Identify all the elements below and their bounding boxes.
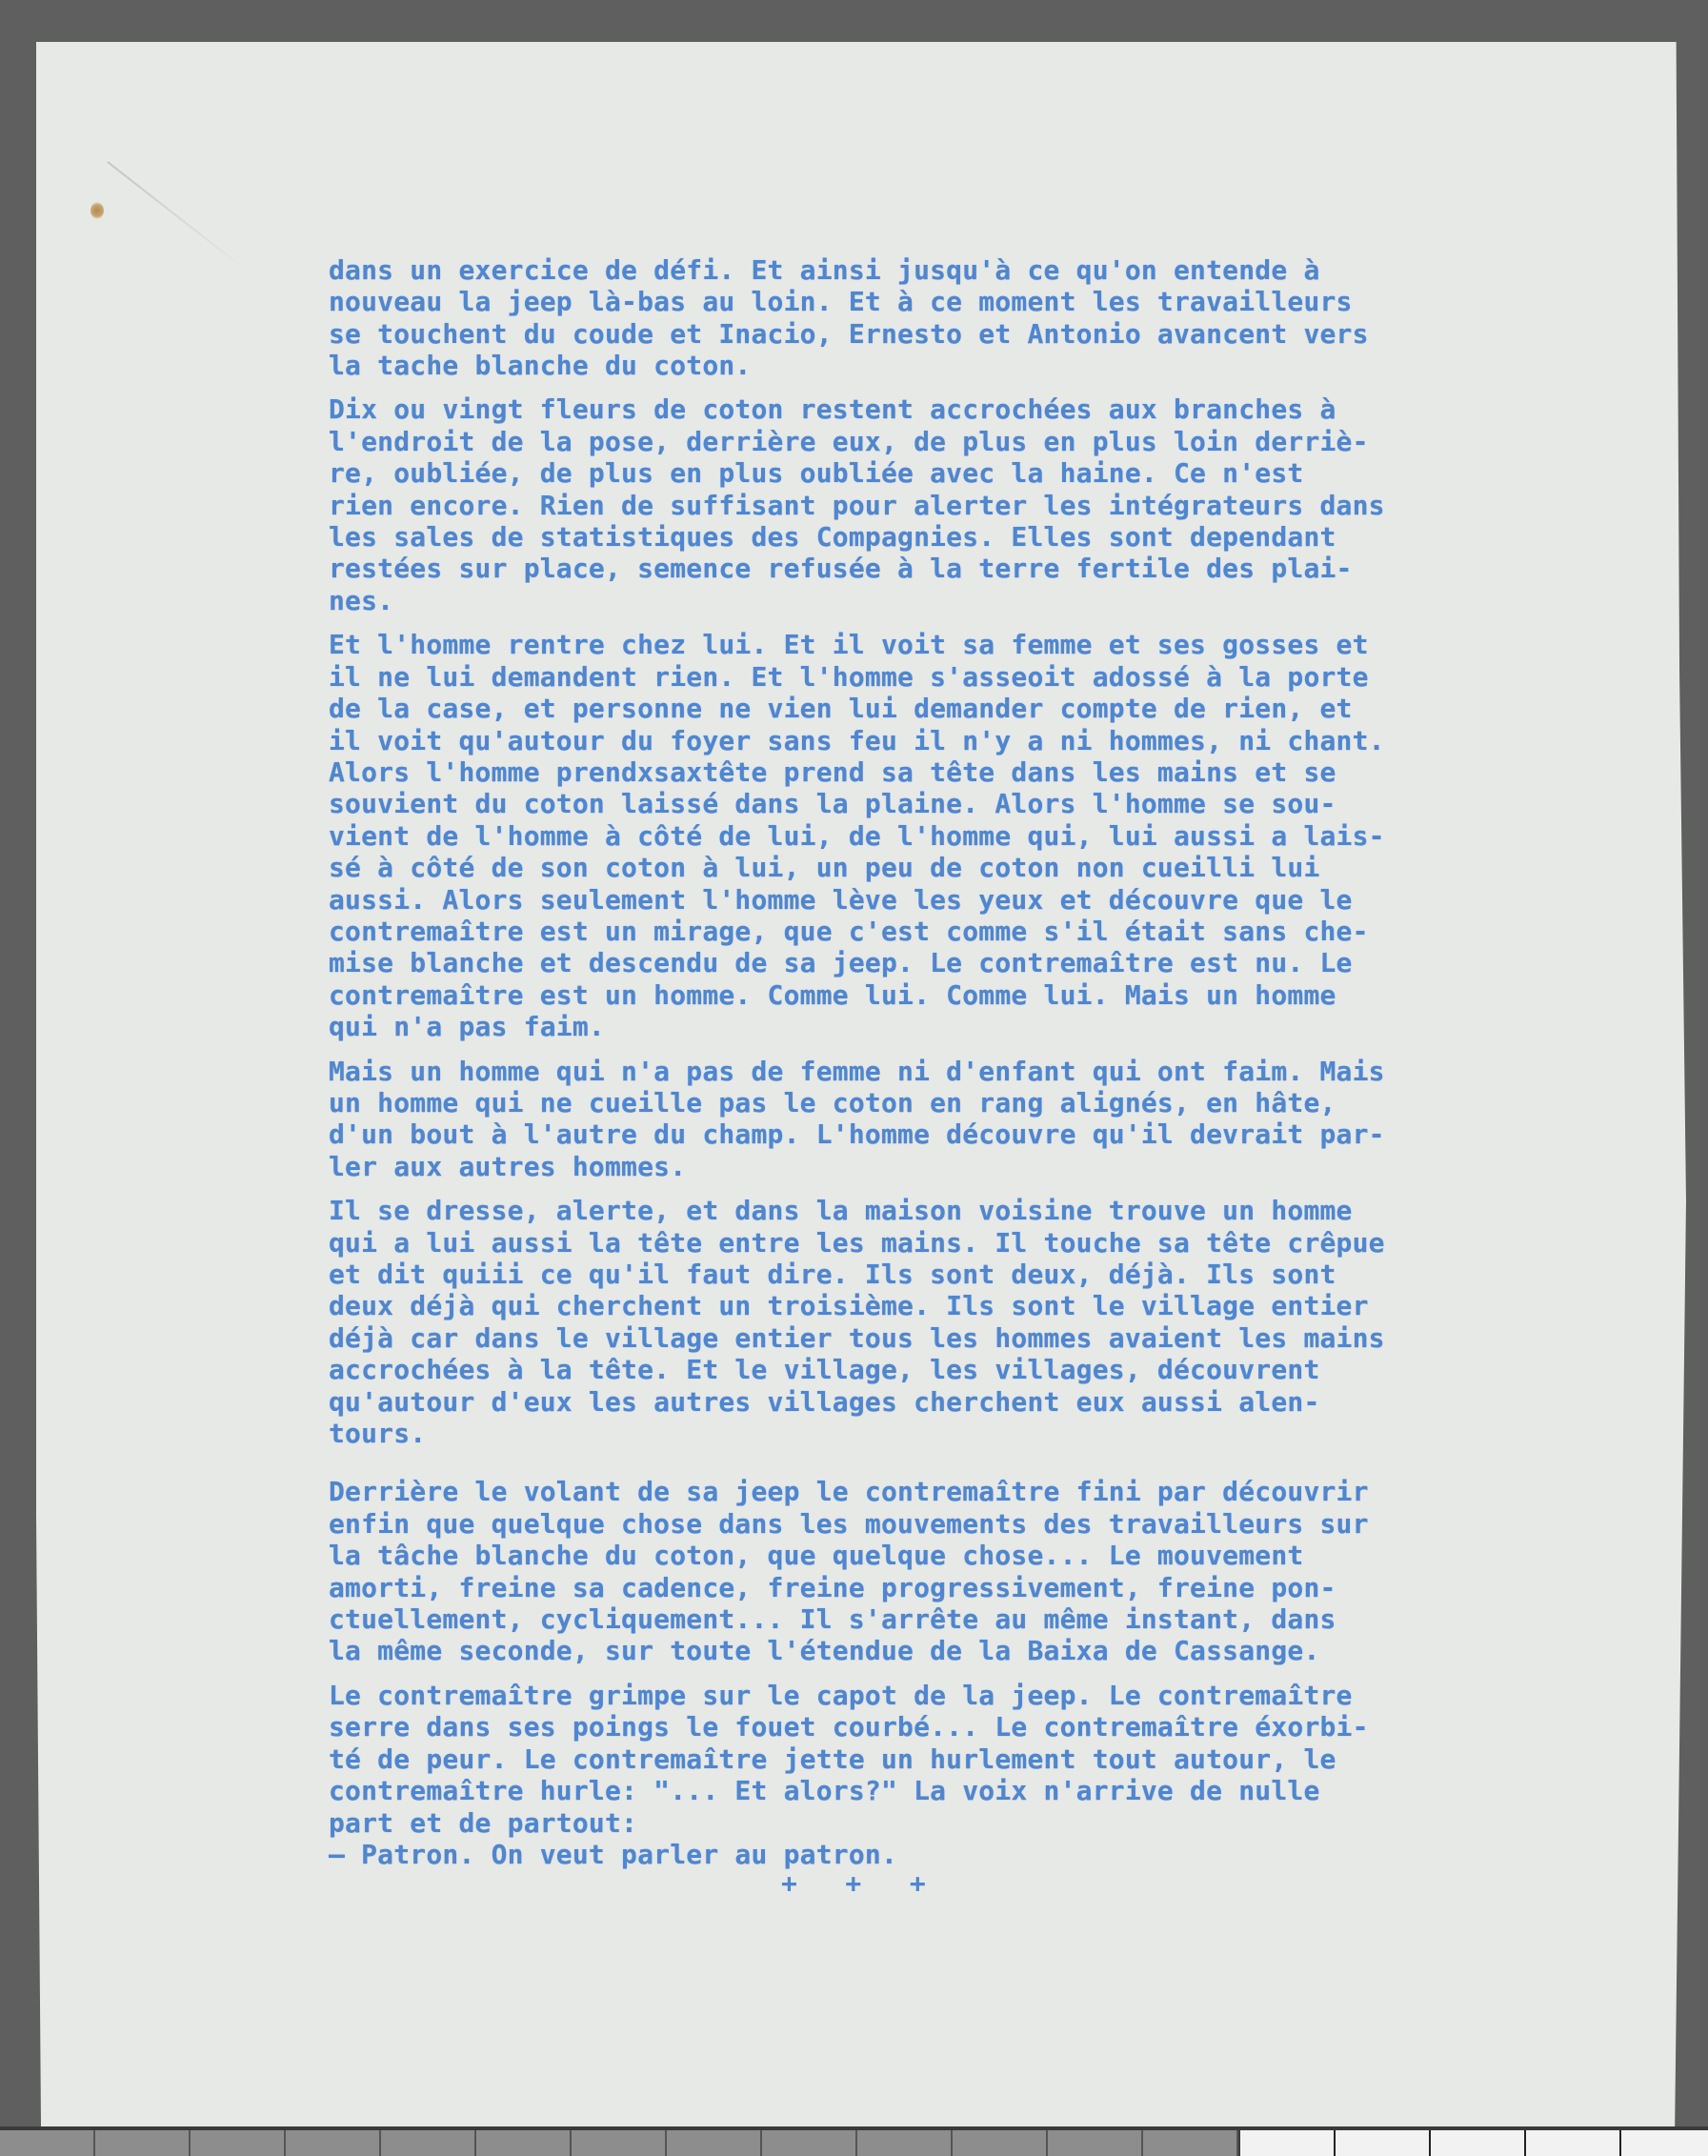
text-line: la tâche blanche du coton, que quelque chose... Le mouvement bbox=[329, 1540, 1304, 1572]
text-line: deux déjà qui cherchent un troisième. Ils sont le village entier bbox=[329, 1290, 1369, 1322]
paragraph bbox=[329, 254, 1596, 382]
text-line: qui a lui aussi la tête entre les mains. Il touche sa tête crêpue bbox=[329, 1226, 1385, 1259]
paragraph bbox=[329, 1056, 1596, 1183]
text-line: Et l'homme rentre chez lui. Et il voit sa femme et ses gosses et bbox=[329, 629, 1369, 661]
text-line: et dit quiii ce qu'il faut dire. Ils sont deux, déjà. Ils sont bbox=[329, 1259, 1336, 1290]
text-line: Alors l'homme prendxsaxtête prend sa tête dans les mains et se bbox=[329, 756, 1336, 788]
text-line: contremaître est un mirage, que c'est comme s'il était sans che- bbox=[329, 915, 1369, 947]
text-line: rien encore. Rien de suffisant pour alerter les intégrateurs dans bbox=[329, 489, 1385, 521]
text-line: il voit qu'autour du foyer sans feu il n'y a ni hommes, ni chant. bbox=[329, 724, 1385, 756]
text-line: sé à côté de son coton à lui, un peu de coton non cueilli lui bbox=[329, 852, 1320, 884]
text-line: qui n'a pas faim. bbox=[329, 1011, 605, 1043]
text-line: accrochées à la tête. Et le village, les villages, découvrent bbox=[329, 1354, 1320, 1386]
text-line: d'un bout à l'autre du champ. L'homme découvre qu'il devrait par- bbox=[329, 1118, 1385, 1151]
text-line: la tache blanche du coton. bbox=[329, 350, 752, 382]
paragraph bbox=[329, 629, 1596, 1042]
text-line: les sales de statistiques des Compagnies. Elles sont dependant bbox=[329, 521, 1336, 554]
text-line: nouveau la jeep là-bas au loin. Et à ce moment les travailleurs bbox=[329, 286, 1353, 318]
pin-hole-mark bbox=[90, 202, 104, 219]
scale-ruler-grey-segment bbox=[0, 2130, 1238, 2156]
text-line: déjà car dans le village entier tous les hommes avaient les mains bbox=[329, 1321, 1385, 1354]
text-line: qu'autour d'eux les autres villages cherchent eux aussi alen- bbox=[329, 1385, 1320, 1418]
text-line: serre dans ses poings le fouet courbé... Le contremaître éxorbi- bbox=[329, 1711, 1369, 1743]
text-line: l'endroit de la pose, derrière eux, de plus en plus loin derriè- bbox=[329, 425, 1369, 457]
text-line: tours. bbox=[329, 1418, 427, 1450]
paper-crease bbox=[107, 161, 243, 268]
typewritten-text bbox=[329, 191, 1596, 1883]
text-line: amorti, freine sa cadence, freine progressivement, freine pon- bbox=[329, 1571, 1336, 1603]
text-line: Mais un homme qui n'a pas de femme ni d'enfant qui ont faim. Mais bbox=[329, 1055, 1385, 1087]
text-line: contremaître hurle: "... Et alors?" La voix n'arrive de nulle bbox=[329, 1775, 1320, 1807]
scale-ruler-white-segment bbox=[1240, 2130, 1708, 2156]
text-line: — Patron. On veut parler au patron. bbox=[329, 1838, 898, 1870]
text-line: vient de l'homme à côté de lui, de l'homme qui, lui aussi a lais- bbox=[329, 819, 1385, 852]
paragraph bbox=[329, 393, 1596, 616]
text-line: ctuellement, cycliquement... Il s'arrête au même instant, dans bbox=[329, 1603, 1336, 1636]
text-line: Derrière le volant de sa jeep le contremaître fini par découvrir bbox=[329, 1476, 1369, 1508]
text-line: nes. bbox=[329, 584, 394, 616]
text-line: dans un exercice de défi. Et ainsi jusqu'à ce qu'on entende à bbox=[329, 253, 1320, 286]
text-line: contremaître est un homme. Comme lui. Comme lui. Mais un homme bbox=[329, 978, 1336, 1011]
text-line: part et de partout: bbox=[329, 1806, 638, 1839]
text-line: mise blanche et descendu de sa jeep. Le contremaître est nu. Le bbox=[329, 947, 1353, 979]
text-line: se touchent du coude et Inacio, Ernesto et Antonio avancent vers bbox=[329, 317, 1369, 350]
text-line: il ne lui demandent rien. Et l'homme s'asseoit adossé à la porte bbox=[329, 660, 1369, 693]
text-line: Le contremaître grimpe sur le capot de la jeep. Le contremaître bbox=[329, 1679, 1353, 1711]
text-line: souvient du coton laissé dans la plaine. Alors l'homme se sou- bbox=[329, 788, 1336, 820]
text-line: de la case, et personne ne vien lui demander compte de rien, et bbox=[329, 693, 1353, 725]
text-line: ler aux autres hommes. bbox=[329, 1150, 687, 1182]
text-line: té de peur. Le contremaître jette un hurlement tout autour, le bbox=[329, 1743, 1336, 1775]
section-separator: + + + bbox=[781, 1867, 926, 1899]
text-line: re, oubliée, de plus en plus oubliée avec la haine. Ce n'est bbox=[329, 457, 1304, 490]
text-line: un homme qui ne cueille pas le coton en rang alignés, en hâte, bbox=[329, 1086, 1336, 1118]
text-line: Dix ou vingt fleurs de coton restent accrochées aux branches à bbox=[329, 393, 1336, 426]
text-line: la même seconde, sur toute l'étendue de la Baixa de Cassange. bbox=[329, 1635, 1320, 1667]
text-line: aussi. Alors seulement l'homme lève les yeux et découvre que le bbox=[329, 883, 1353, 916]
paragraph bbox=[329, 1680, 1596, 1870]
text-line: Il se dresse, alerte, et dans la maison voisine trouve un homme bbox=[329, 1195, 1353, 1227]
text-line: enfin que quelque chose dans les mouvements des travailleurs sur bbox=[329, 1507, 1369, 1540]
paragraph bbox=[329, 1476, 1596, 1666]
text-line: restées sur place, semence refusée à la terre fertile des plai- bbox=[329, 553, 1353, 585]
paragraph bbox=[329, 1195, 1596, 1449]
